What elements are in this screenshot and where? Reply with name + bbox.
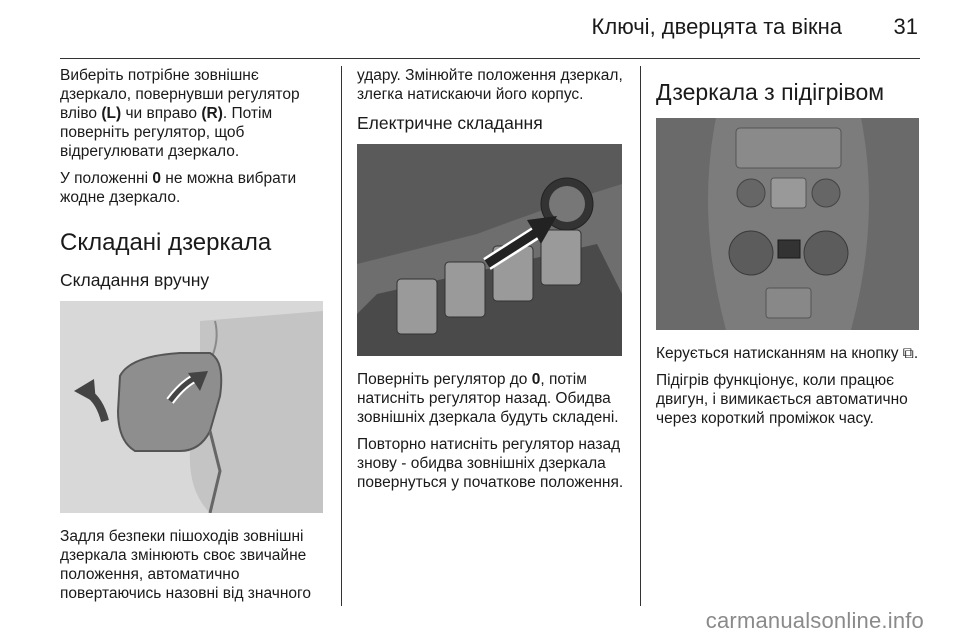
paragraph-select-mirror: Виберіть потрібне зовнішнє дзеркало, повернувши регулятор вліво (L) чи вправо (R). Потім поверніть регулятор, щоб відрегулювати дзеркало. [60,67,300,160]
figure-manual-folding-mirror [60,301,323,513]
paragraph-electric-fold: Поверніть регулятор до 0, потім натисніть регулятор назад. Обидва зовнішніх дзеркала будуть складені. [357,371,619,426]
subheading-manual-folding: Складання вручну [60,270,210,290]
paragraph-heated-operation: Підігрів функціонує, коли працює двигун, і вимикається автоматично через короткий проміжок часу. [656,372,908,427]
column-divider-1 [341,66,342,606]
header-divider [60,58,920,59]
section-heading-folding-mirrors: Складані дзеркала [60,229,272,256]
column-3 [656,66,926,436]
subheading-electric-folding: Електричне складання [357,113,543,133]
section-heading-heated-mirrors: Дзеркала з підігрівом [656,79,885,105]
heated-mirror-icon: ⧉ [902,345,914,362]
figure-heated-mirror-button [656,118,919,330]
column-divider-2 [640,66,641,606]
page-header [0,0,960,60]
paragraph-electric-unfold: Повторно натисніть регулятор назад знову - обидва зовнішніх дзеркала повернуться у початкове положення. [357,436,624,491]
page-number: 31 [893,14,918,39]
column-1 [60,66,332,611]
paragraph-pedestrian-safety: Задля безпеки пішоходів зовнішні дзеркала змінюють своє звичайне положення, автоматично повертаючись назовні від значного [60,528,311,602]
page-title: Ключі, дверцята та вікна [591,14,842,39]
figure-electric-folding-switch [357,144,622,356]
column-2 [357,66,629,500]
paragraph-heated-button: Керується натисканням на кнопку ⧉. [656,345,919,362]
watermark: carmanualsonline.info [705,608,924,633]
paragraph-position-zero: У положенні 0 не можна вибрати жодне дзеркало. [60,170,297,206]
paragraph-reset-position: удару. Змінюйте положення дзеркал, злегка натискаючи його корпус. [357,67,623,103]
